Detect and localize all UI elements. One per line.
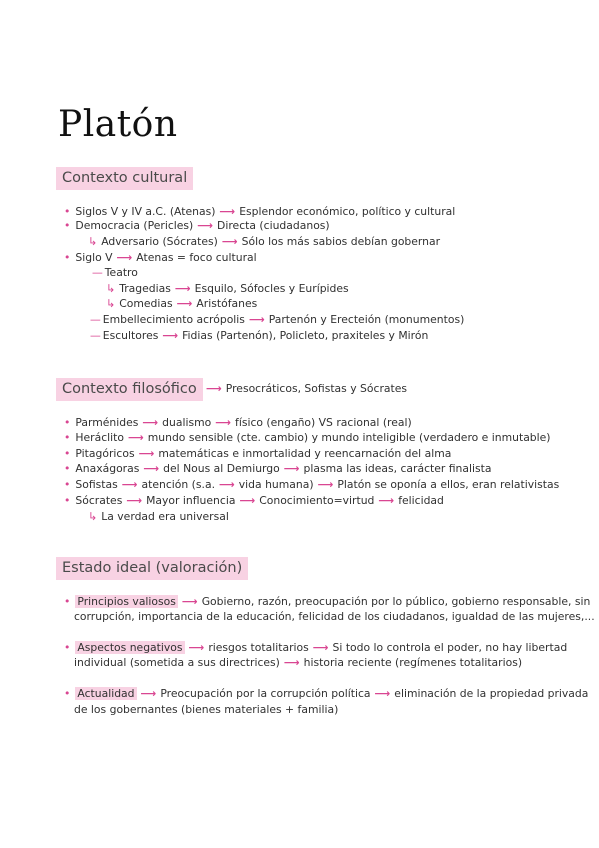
- list-item: • Sofistas ⟶ atención (s.a. ⟶ vida humana) ⟶ Platón se oponía a ellos, eran relativistas: [64, 478, 560, 491]
- bullet-icon: •: [64, 595, 71, 608]
- arrow-icon: ⟶: [219, 478, 235, 491]
- list-item: — Embellecimiento acrópolis ⟶ Partenón y Erecteión (monumentos): [90, 313, 465, 326]
- hook-arrow-icon: ↳: [106, 297, 116, 310]
- dash-icon: —: [92, 266, 103, 279]
- bullet-icon: •: [64, 431, 71, 444]
- arrow-icon: ⟶: [374, 687, 391, 700]
- list-item: • Siglo V ⟶ Atenas = foco cultural: [64, 251, 257, 264]
- arrow-icon: ⟶: [126, 494, 143, 507]
- list-item: ↳ Comedias ⟶ Aristófanes: [106, 297, 258, 310]
- list-item: — Teatro: [92, 266, 138, 279]
- arrow-icon: ⟶: [188, 641, 205, 654]
- arrow-icon: ⟶: [176, 297, 193, 310]
- arrow-icon: ⟶: [206, 382, 222, 395]
- arrow-icon: ⟶: [239, 494, 256, 507]
- bullet-icon: •: [64, 687, 71, 700]
- page-title: Platón: [58, 104, 178, 145]
- dash-icon: —: [90, 313, 101, 326]
- arrow-icon: ⟶: [317, 478, 334, 491]
- arrow-icon: ⟶: [116, 251, 133, 264]
- list-item: • Siglos V y IV a.C. (Atenas) ⟶ Esplendor económico, político y cultural: [64, 205, 456, 218]
- dash-icon: —: [90, 329, 101, 342]
- list-item-continuation: corrupción, importancia de la educación, felicidad de los ciudadanos, igualdad de las mujeres,...: [74, 610, 595, 623]
- arrow-icon: ⟶: [143, 462, 160, 475]
- bullet-icon: •: [64, 462, 71, 475]
- bullet-icon: •: [64, 478, 71, 491]
- arrow-icon: ⟶: [378, 494, 395, 507]
- hook-arrow-icon: ↳: [88, 510, 98, 523]
- list-item: • Sócrates ⟶ Mayor influencia ⟶ Conocimiento=virtud ⟶ felicidad: [64, 494, 444, 507]
- arrow-icon: ⟶: [283, 462, 300, 475]
- arrow-icon: ⟶: [121, 478, 138, 491]
- list-item-continuation: de los gobernantes (bienes materiales + familia): [74, 703, 339, 716]
- section-heading-subtitle: ⟶ Presocráticos, Sofistas y Sócrates: [206, 382, 407, 395]
- bullet-icon: •: [64, 205, 71, 218]
- list-item: ↳ Adversario (Sócrates) ⟶ Sólo los más sabios debían gobernar: [88, 235, 441, 248]
- bullet-icon: •: [64, 494, 71, 507]
- arrow-icon: ⟶: [219, 205, 236, 218]
- list-item: ↳ Tragedias ⟶ Esquilo, Sófocles y Eurípides: [106, 282, 349, 295]
- bullet-icon: •: [64, 447, 71, 460]
- arrow-icon: ⟶: [127, 431, 144, 444]
- list-item-continuation: individual (sometida a sus directrices) ⟶ historia reciente (regímenes totalitarios): [74, 656, 523, 669]
- hook-arrow-icon: ↳: [88, 235, 98, 248]
- arrow-icon: ⟶: [221, 235, 238, 248]
- arrow-icon: ⟶: [248, 313, 265, 326]
- section-heading-estado-ideal: Estado ideal (valoración): [56, 557, 248, 580]
- section-heading-contexto-cultural: Contexto cultural: [56, 167, 193, 190]
- arrow-icon: ⟶: [142, 416, 159, 429]
- section-heading-contexto-filosofico: Contexto filosófico: [56, 378, 203, 401]
- list-item: • Parménides ⟶ dualismo ⟶ físico (engaño) VS racional (real): [64, 416, 412, 429]
- arrow-icon: ⟶: [162, 329, 179, 342]
- bullet-icon: •: [64, 251, 71, 264]
- arrow-icon: ⟶: [312, 641, 329, 654]
- bullet-icon: •: [64, 219, 71, 232]
- list-item: ↳ La verdad era universal: [88, 510, 229, 523]
- list-item: • Actualidad ⟶ Preocupación por la corrupción política ⟶ eliminación de la propiedad privada: [64, 687, 589, 700]
- arrow-icon: ⟶: [283, 656, 300, 669]
- hook-arrow-icon: ↳: [106, 282, 116, 295]
- list-item: • Democracia (Pericles) ⟶ Directa (ciudadanos): [64, 219, 330, 232]
- arrow-icon: ⟶: [140, 687, 157, 700]
- arrow-icon: ⟶: [174, 282, 191, 295]
- list-item: • Aspectos negativos ⟶ riesgos totalitarios ⟶ Si todo lo controla el poder, no hay libertad: [64, 641, 568, 654]
- bullet-icon: •: [64, 641, 71, 654]
- list-item: • Anaxágoras ⟶ del Nous al Demiurgo ⟶ plasma las ideas, carácter finalista: [64, 462, 492, 475]
- list-item: • Principios valiosos ⟶ Gobierno, razón, preocupación por lo público, gobierno responsable, sin: [64, 595, 591, 608]
- arrow-icon: ⟶: [197, 219, 214, 232]
- bullet-icon: •: [64, 416, 71, 429]
- arrow-icon: ⟶: [215, 416, 232, 429]
- arrow-icon: ⟶: [138, 447, 155, 460]
- list-item: — Escultores ⟶ Fidias (Partenón), Policleto, praxiteles y Mirón: [90, 329, 429, 342]
- list-item: • Pitagóricos ⟶ matemáticas e inmortalidad y reencarnación del alma: [64, 447, 452, 460]
- arrow-icon: ⟶: [181, 595, 198, 608]
- list-item: • Heráclito ⟶ mundo sensible (cte. cambio) y mundo inteligible (verdadero e inmutable): [64, 431, 551, 444]
